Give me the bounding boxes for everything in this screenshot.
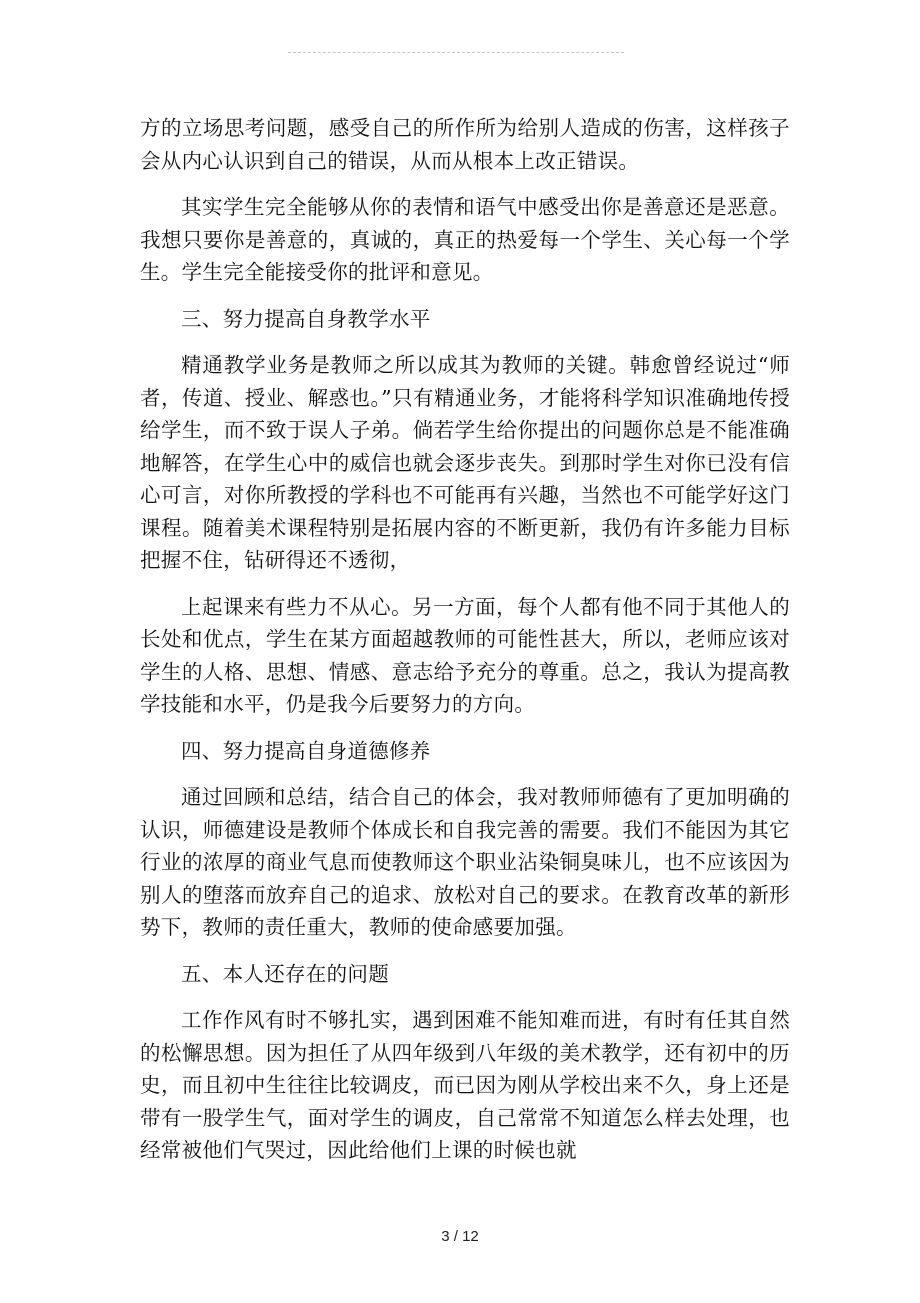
paragraph-existing-problems: 工作作风有时不够扎实，遇到困难不能知难而进，有时有任其自然的松懈思想。因为担任了从四年级到八年级的美术教学，还有初中的历史，而且初中生往往比较调皮，而已因为刚从学校出来不久，身上还是带有一股学生气，面对学生的调皮，自己常常不知道怎么样去处理，也经常被他们气哭过，因此给他们上课的时候也就 bbox=[140, 1008, 790, 1162]
header-divider bbox=[288, 52, 624, 53]
section-heading-5: 五、本人还存在的问题 bbox=[181, 961, 389, 986]
paragraph-sincerity: 其实学生完全能够从你的表情和语气中感受出你是善意还是恶意。我想只要你是善意的，真诚的，真正的热爱每一个学生、关心每一个学生。学生完全能接受你的批评和意见。 bbox=[140, 195, 790, 284]
paragraph-continuation: 方的立场思考问题，感受自己的所作所为给别人造成的伤害，这样孩子会从内心认识到自己的错误，从而从根本上改正错误。 bbox=[140, 116, 790, 173]
paragraph-teaching-skill: 精通教学业务是教师之所以成其为教师的关键。韩愈曾经说过“师者，传道、授业、解惑也。”只有精通业务，才能将科学知识准确地传授给学生，而不致于误人子弟。倘若学生给你提出的问题你总是不能准确地解答，在学生心中的威信也就会逐步丧失。到那时学生对你已没有信心可言，对你所教授的学科也不可能再有兴趣，当然也不可能学好这门课程。随着美术课程特别是拓展内容的不断更新，我仍有许多能力目标把握不住，钻研得还不透彻， bbox=[140, 353, 790, 572]
paragraph-moral-cultivation: 通过回顾和总结，结合自己的体会，我对教师师德有了更加明确的认识，师德建设是教师个体成长和自我完善的需要。我们不能因为其它行业的浓厚的商业气息而使教师这个职业沾染铜臭味儿，也不应该因为别人的堕落而放弃自己的追求、放松对自己的要求。在教育改革的新形势下，教师的责任重大，教师的使命感要加强。 bbox=[140, 785, 790, 939]
document-body bbox=[140, 112, 790, 1181]
section-heading-4: 四、努力提高自身道德修养 bbox=[181, 738, 431, 763]
page-number: 3 / 12 bbox=[441, 1228, 479, 1245]
section-heading-3: 三、努力提高自身教学水平 bbox=[181, 306, 431, 331]
paragraph-respect-students: 上起课来有些力不从心。另一方面，每个人都有他不同于其他人的长处和优点，学生在某方面超越教师的可能性甚大，所以，老师应该对学生的人格、思想、情感、意志给予充分的尊重。总之，我认为提高教学技能和水平，仍是我今后要努力的方向。 bbox=[140, 594, 790, 716]
